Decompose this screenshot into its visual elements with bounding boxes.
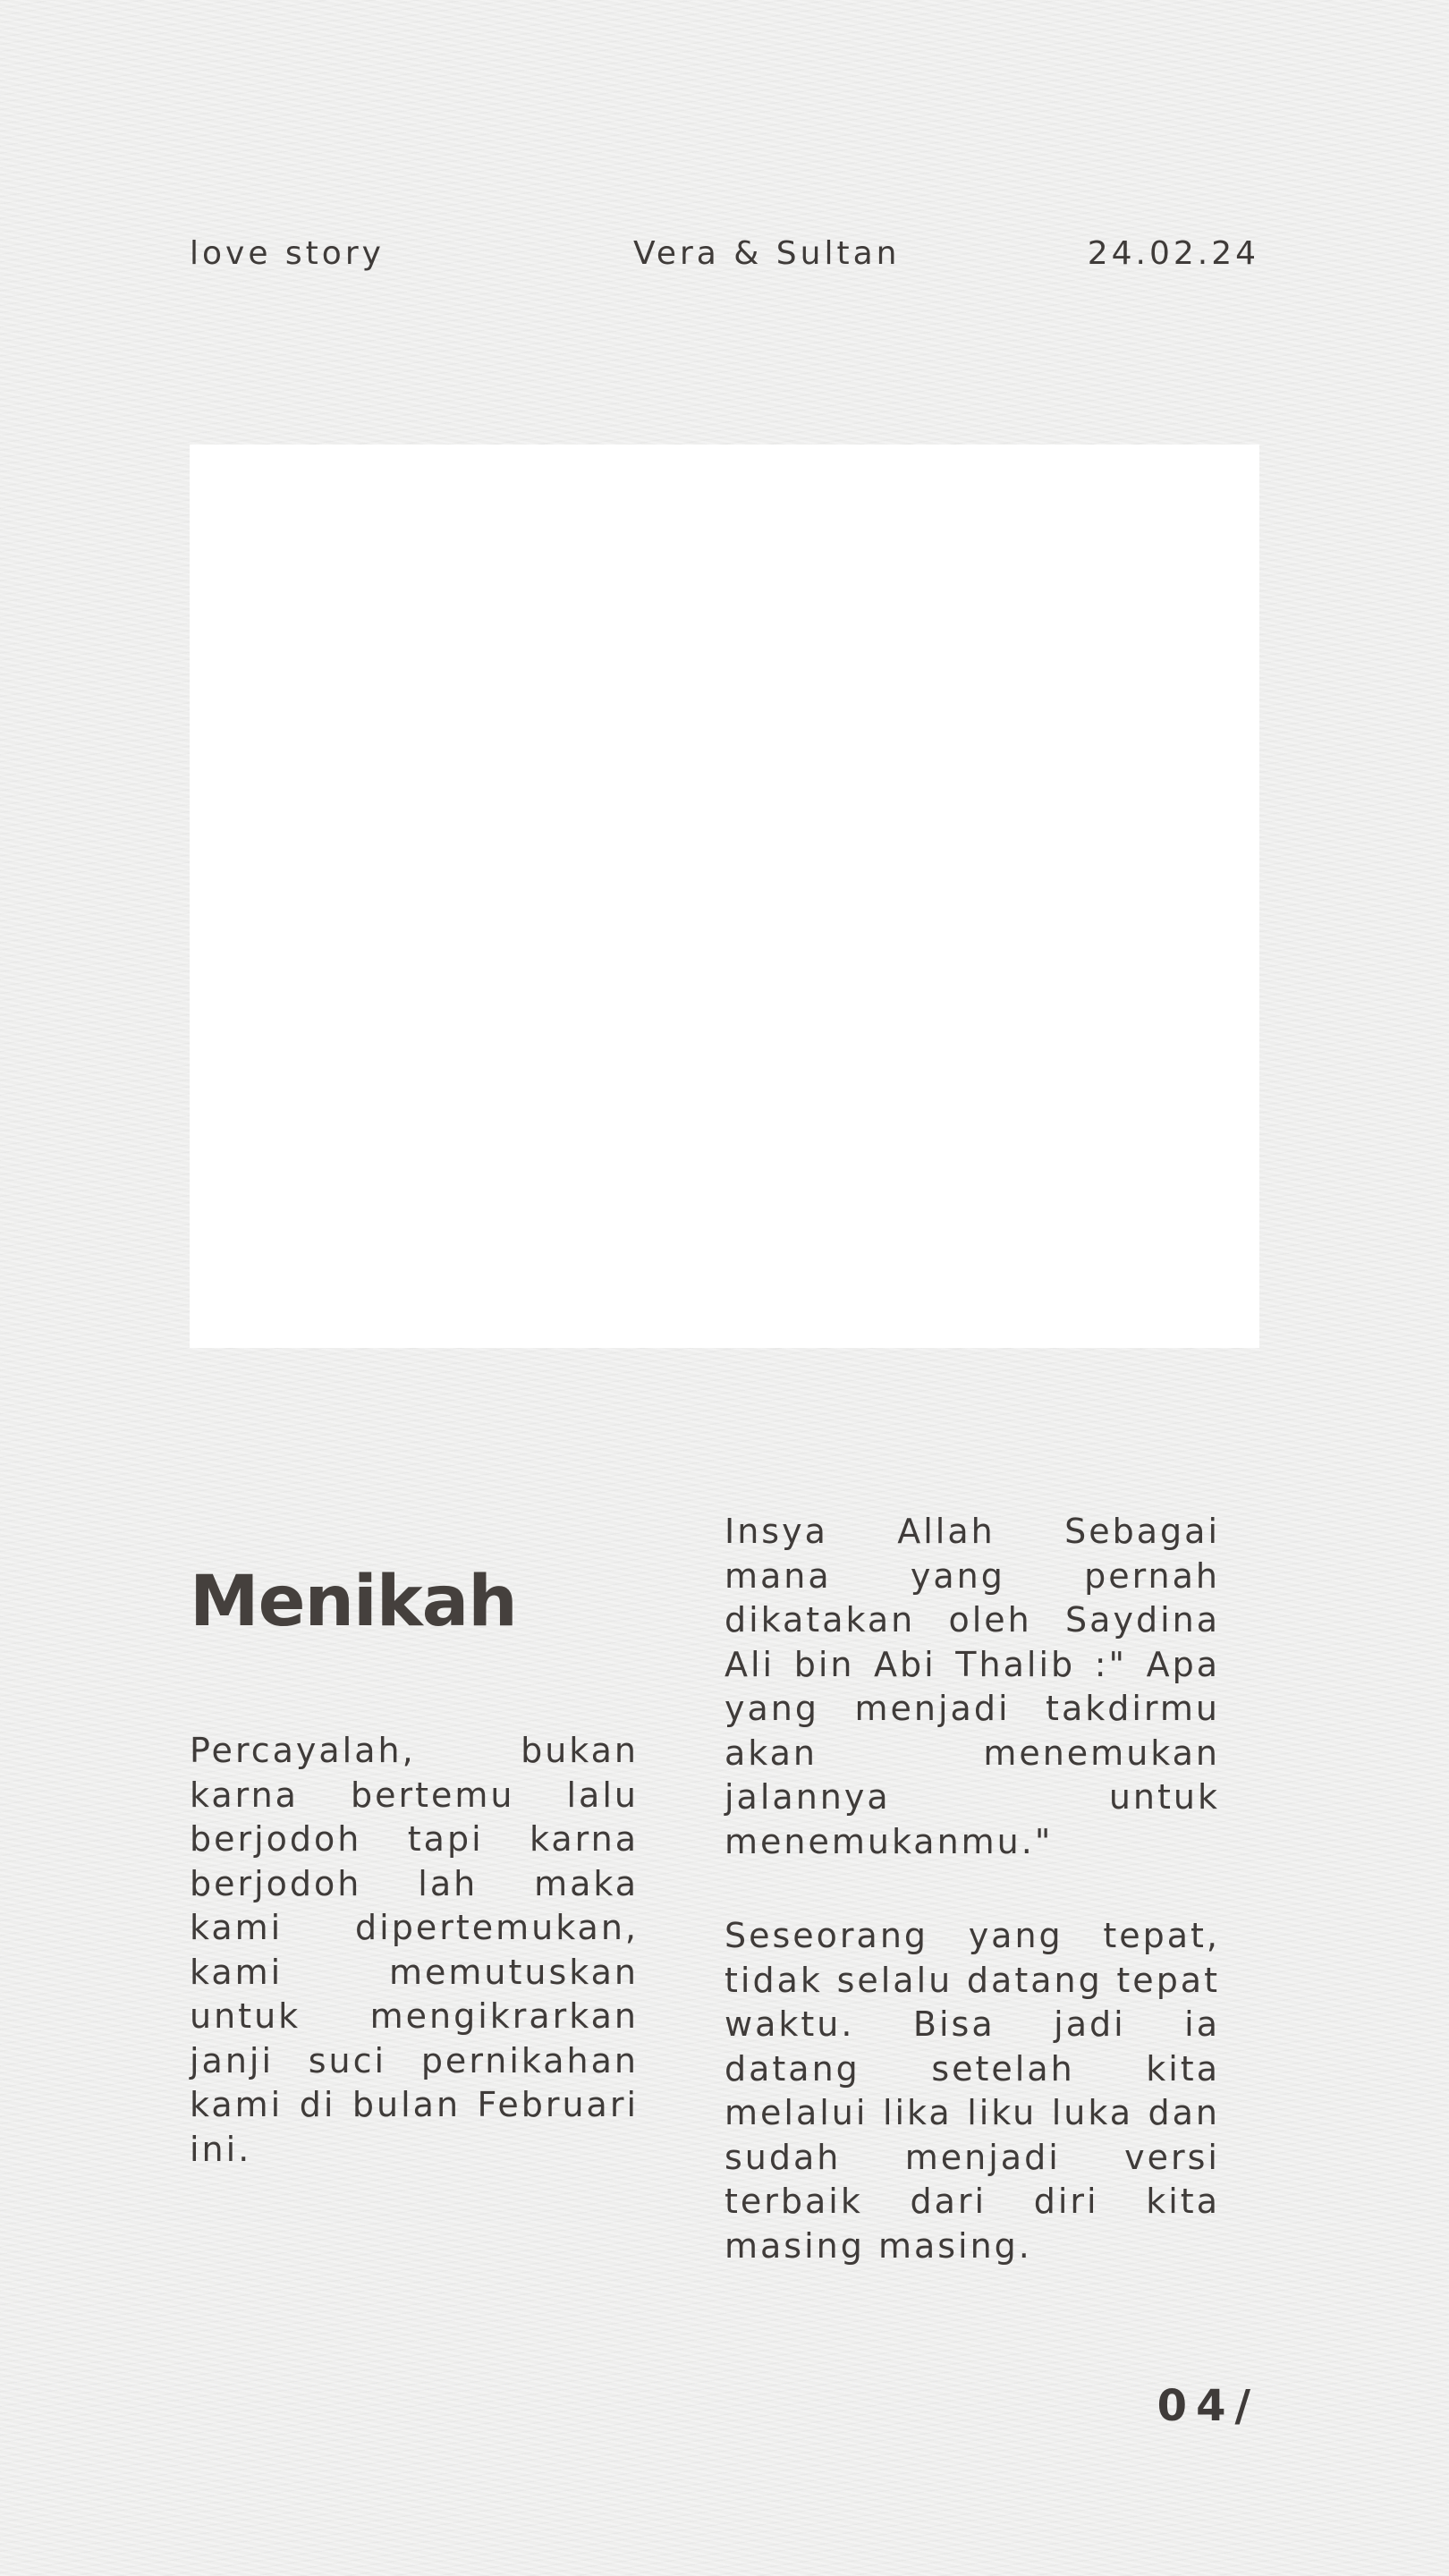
story-paragraph-left: Percayalah, bukan karna bertemu lalu berjodoh tapi karna berjodoh lah maka kami dipertemukan, kami memutuskan untuk mengikrarkan janji suci pernikahan kami di bulan Februari ini. xyxy=(190,1731,639,2169)
page-number: 04/ xyxy=(1157,2381,1259,2431)
section-title: Menikah xyxy=(190,1562,517,1642)
header-label-left: love story xyxy=(190,235,385,272)
header-date: 24.02.24 xyxy=(1087,235,1259,272)
quote-paragraph: Insya Allah Sebagai mana yang pernah dikatakan oleh Saydina Ali bin Abi Thalib :" Apa yang menjadi takdirmu akan menemukan jalannya untuk menemukanmu." xyxy=(724,1512,1220,1861)
photo-placeholder xyxy=(190,445,1259,1348)
story-paragraph-right: Seseorang yang tepat, tidak selalu datang tepat waktu. Bisa jadi ia datang setelah kita melalui lika liku luka dan sudah menjadi versi terbaik dari diri kita masing masing. xyxy=(724,1916,1220,2266)
header-couple-names: Vera & Sultan xyxy=(633,235,901,272)
